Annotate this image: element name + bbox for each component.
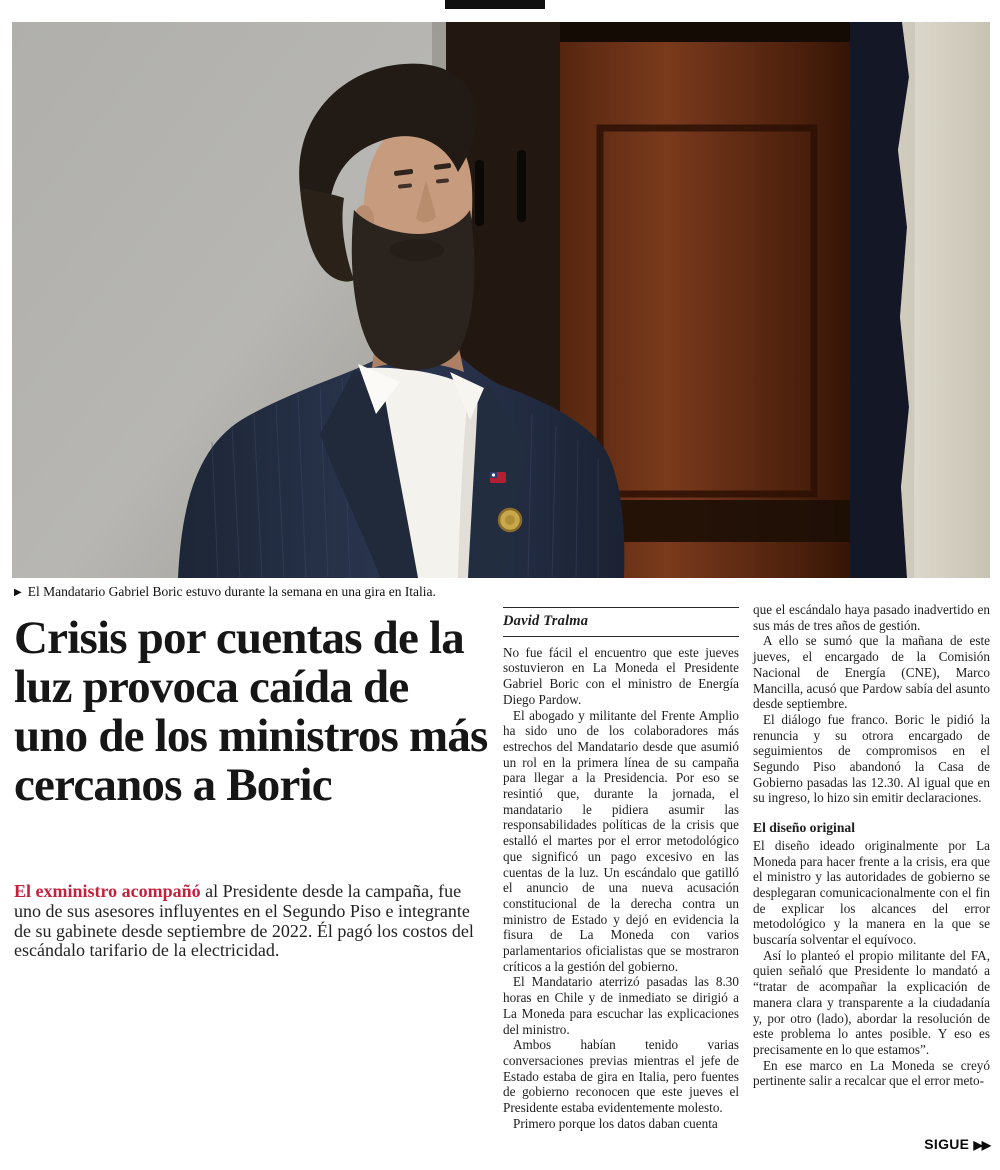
boric-photo-illustration bbox=[12, 22, 990, 578]
continuation-notice[interactable] bbox=[753, 1136, 990, 1152]
chile-flag-pin-icon bbox=[490, 472, 506, 483]
paragraph: El diseño ideado originalmente por La Moneda para hacer frente a la crisis, era que el ministro y las autoridades de gobierno se desplegaran comunicacionalmente con el fin de explicar los alcances del error metodológico y la manera en la que se buscaría solventar el equívoco. bbox=[753, 837, 990, 948]
gold-badge-center bbox=[505, 515, 515, 525]
column-right bbox=[753, 602, 990, 1089]
continuation-label: SIGUE bbox=[924, 1136, 970, 1152]
photo-caption bbox=[14, 584, 974, 600]
beard bbox=[352, 210, 475, 370]
page-fold-mark bbox=[445, 0, 545, 9]
continuation-arrows-icon: ▶▶ bbox=[973, 1138, 990, 1152]
byline-block bbox=[503, 607, 739, 637]
article-photo bbox=[12, 22, 990, 578]
paragraph: que el escándalo haya pasado inadvertido en sus más de tres años de gestión. bbox=[753, 602, 990, 633]
paragraph: A ello se sumó que la mañana de este jueves, el encargado de la Comisión Nacional de Energía (CNE), Marco Mancilla, acusó que Pardow sabía del asunto desde septiembre. bbox=[753, 633, 990, 712]
article-headline: Crisis por cuentas de la luz provoca caída de uno de los ministros más cercanos a Boric bbox=[14, 612, 488, 811]
caption-arrow-icon: ▶ bbox=[14, 587, 22, 598]
article-lede bbox=[14, 882, 486, 961]
paragraph: No fue fácil el encuentro que este jueves sostuvieron en La Moneda el Presidente Gabriel Boric con el ministro de Energía Diego Pardow. bbox=[503, 644, 739, 707]
column-middle bbox=[503, 607, 739, 1132]
paragraph: Ambos habían tenido varias conversaciones previas mientras el jefe de Estado estaba de gira en Italia, pero fuentes de gobierno reconocen que este jueves el Presidente estaba evidentemente molesto. bbox=[503, 1037, 739, 1116]
caption-text: El Mandatario Gabriel Boric estuvo durante la semana en una gira en Italia. bbox=[27, 584, 436, 599]
door-handle-icon bbox=[475, 160, 484, 226]
lede-rest: al Presidente desde la campaña, fue uno de sus asesores influyentes en el Segundo Piso e integrante de su gabinete desde septiembre de 2022. Él pagó los costos del escándalo tarifario de la electricidad. bbox=[14, 881, 474, 961]
paragraph: El abogado y militante del Frente Amplio ha sido uno de los colaboradores más estrechos del Mandatario desde que asumió un rol en la primera línea de su campaña para llegar a la Presidencia. Por eso se resintió que, durante la jornada, el mandatario le pidiera asumir las responsabilidades políticas de la crisis que estalló el martes por el error metodológico que significó un pago excesivo en las cuentas de la luz. Un escándalo que gatilló el anuncio de una nueva acusación constitucional de la derecha contra un ministro de Estado y dejó en evidencia la fisura de La Moneda con varios parlamentarios oficialistas que se mostraron críticos a la gestión del gobierno. bbox=[503, 707, 739, 974]
paragraph: Así lo planteó el propio militante del FA, quien señaló que Presidente lo mandató a “tratar de acompañar la explicación de manera clara y transparente a la ciudadanía y, por otro (lado), abordar la resolución de este problema lo antes posible. Y eso es precisamente en lo que estamos”. bbox=[753, 947, 990, 1057]
mustache bbox=[390, 239, 444, 261]
door-handle-icon bbox=[517, 150, 526, 222]
byline: David Tralma bbox=[503, 613, 589, 629]
section-subhead: El diseño original bbox=[753, 820, 855, 836]
column-right-body-top bbox=[753, 602, 990, 806]
lede-lead-in: El exministro acompañó bbox=[14, 881, 201, 901]
column-middle-body bbox=[503, 645, 739, 1132]
paragraph: El Mandatario aterrizó pasadas las 8.30 horas en Chile y de inmediato se dirigió a La Moneda para escuchar las explicaciones del ministro. bbox=[503, 974, 739, 1037]
paragraph: El diálogo fue franco. Boric le pidió la renuncia y su otrora encargado de seguimientos de compromisos en el Segundo Piso abandonó la Casa de Gobierno pasadas las 12.30. Al igual que en su ingreso, lo hizo sin emitir declaraciones. bbox=[753, 711, 990, 806]
paragraph: En ese marco en La Moneda se creyó pertinente salir a recalcar que el error meto- bbox=[753, 1057, 990, 1089]
column-right-body-bottom bbox=[753, 838, 990, 1089]
paragraph: Primero porque los datos daban cuenta bbox=[513, 1115, 718, 1131]
